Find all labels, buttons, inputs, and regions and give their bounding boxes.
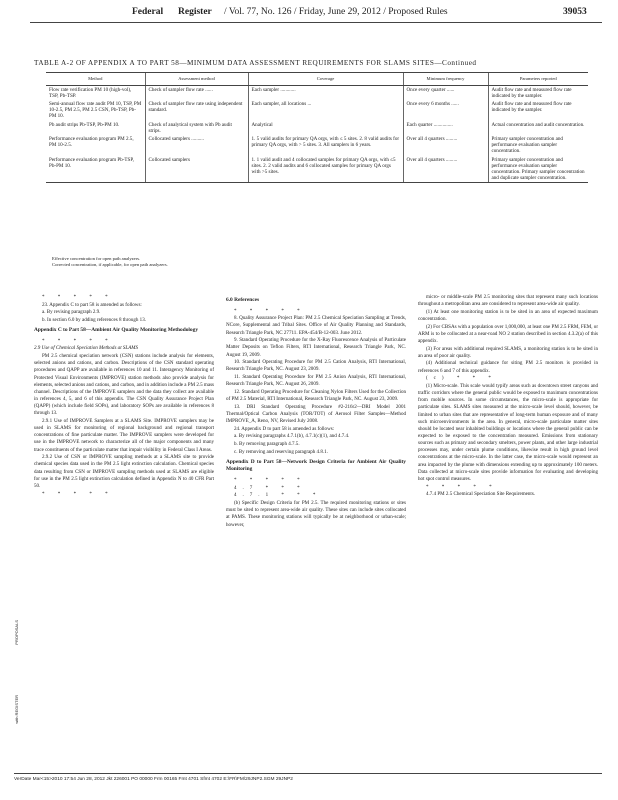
table-cell: Primary sampler concentration and performance evaluation sampler concentration. Primary sampler concentration and duplicate sampler concentration. (488, 156, 588, 183)
table-cell: Check of sampler flow rate ...... (145, 85, 248, 100)
paragraph: (c) * * * (426, 375, 497, 382)
table-cell: Audit flow rate and measured flow rate indicated by the sampler. (488, 100, 588, 121)
paragraph: (3) For areas with additional required SLAMS, a monitoring station is to be sited in an area of poor air quality. (418, 345, 598, 359)
side-label-proposals: PROPOSALS (14, 620, 19, 645)
table-cell: Once every 6 months ...... (403, 100, 488, 121)
header-issue: / Vol. 77, No. 126 / Friday, June 29, 2012 / Proposed Rules (224, 7, 448, 17)
paragraph: * * * * * (42, 337, 114, 344)
text-column-right (418, 294, 598, 499)
paragraph: 2.9.2 Use of CSN or IMPROVE sampling methods at a SLAMS site to provide chemical species data used in the PM 2.5 light extinction calculation. Chemical species data resulting from CSN or IMPROVE sampling methods used at SLAMS are eligible for use in the PM 2.5 light extinction calculation defined in Appendix N to 40 CFR Part 50. (34, 454, 214, 489)
table-cell: Actual concentration and audit concentration. (488, 121, 588, 135)
paragraph: (4) Additional technical guidance for siting PM 2.5 monitors is provided in references 6 and 7 of this appendix. (418, 360, 598, 374)
paragraph: 13. DRI Standard Operating Procedure #2-216r2—DRI Model 2001 Thermal/Optical Carbon Analysis (TOR/TOT) of Aerosol Filter Samples—Method IMPROVE_A, Reno, NV, Revised July 2008. (226, 403, 406, 425)
table-cell: Each sampler ............ (248, 85, 403, 100)
table-row (46, 85, 588, 100)
text-column-middle (226, 294, 406, 529)
table-cell: Performance evaluation program PM 2.5, PM 10-2.5. (49, 136, 134, 149)
footer-verdate: VerDate Mar<15>2010 17:54 Jun 28, 2012 Jkt 226001 PO 00000 Frm 00165 Fmt 4701 Sfmt 4702 E:\FR\FM\29JNP2.SGM 29JNP2 (14, 777, 293, 782)
column-header: Parameters reported (488, 73, 588, 86)
paragraph: (1) At least one monitoring station is to be sited in an area of expected maximum concentration. (418, 308, 598, 322)
table-cell: 1. 5 valid audits for primary QA orgs, with ≤ 5 sites. 2. 8 valid audits for primary QA orgs, with > 5 sites. 3. All samplers in 6 years. (248, 135, 403, 156)
table-header-row (46, 73, 588, 86)
header-register: Register (178, 7, 212, 17)
column-header: Method (46, 73, 145, 86)
paragraph: PM 2.5 chemical speciation network (CSN) stations include analysis for elements, selected anions and cations, and carbon. Descriptions of the CSN standard operating procedures and QAPP are available in references 10 and 11. Interagency Monitoring of Protected Visual Environments (IMPROVE) station methods also provide analysis for elements, selected anions and cations, and carbon, and in addition include a PM 2.5 mass channel. Descriptions of the IMPROVE samplers and the data they collect are available in references 4, 5, and 6 of this appendix. The CSN Quality Assurance Project Plan (QAPP) (which include field SOPs), and laboratory SOPs are available in references 8 through 13. (34, 353, 214, 417)
table-title: TABLE A-2 OF APPENDIX A TO PART 58—MINIMUM DATA ASSESSMENT REQUIREMENTS FOR SLAMS SITES—Continued (34, 59, 477, 67)
paragraph: b. In section 6.0 by adding references 8 through 13. (42, 316, 146, 323)
paragraph: 8. Quality Assurance Project Plan: PM 2.5 Chemical Speciation Sampling at Trends, NCore, Supplemental and Tribal Sites. Office of Air Quality Planning and Standards, Research Triangle Park, NC 27711. EPA-454/B-12-003. June 2012. (226, 315, 406, 336)
side-label-register: with REGISTER (14, 695, 19, 724)
paragraph: b. By removing paragraph 4.7.5. (234, 440, 300, 447)
table-cell: 1. 1 valid audit and 4 collocated samples for primary QA orgs, with ≤5 sites. 2. 2 valid audits and 6 collocated samples for primary QA orgs with >5 sites. (248, 156, 403, 183)
paragraph: (b) Specific Design Criteria for PM 2.5. The required monitoring stations or sites must be sited to represent area-wide air quality. These sites can include sites collocated at PAMS. These monitoring stations will typically be at neighborhood or urban-scale; however, (226, 500, 406, 528)
paragraph: 2.9.1 Use of IMPROVE Samplers at a SLAMS Site. IMPROVE samplers may be used in SLAMS for monitoring of regional background and regional transport concentrations of fine particulate matter. The IMPROVE samplers were developed for use in the IMPROVE network to characterize all of the major components and many trace constituents of the particulate matter that impair visibility in Federal Class I Areas. (34, 418, 214, 453)
table-cell: Once every quarter ...... (403, 85, 488, 100)
table-cell: Each quarter ............... (403, 121, 488, 135)
paragraph: 4.7.4 PM 2.5 Chemical Speciation Site Requirements. (426, 491, 536, 498)
table-row (46, 121, 588, 135)
paragraph: 24. Appendix D to part 58 is amended as follows: (234, 425, 335, 432)
table-cell: Each sampler, all locations ... (248, 100, 403, 121)
table-body (46, 85, 588, 183)
table-cell: Pb audit strips Pb-TSP, Pb-PM 10. (49, 121, 120, 128)
paragraph: * * * * * (234, 307, 306, 314)
paragraph: c. By removing and reserving paragraph 4.8.1. (234, 448, 328, 455)
paragraph: * * * * * (426, 483, 498, 490)
text-column-left (34, 294, 214, 498)
paragraph: 10. Standard Operating Procedure for PM 2.5 Cation Analysis, RTI International, Research Triangle Park, NC. August 23, 2009. (226, 359, 406, 373)
table-cell: Analytical (248, 121, 403, 135)
table-cell: Over all 4 quarters ......... (403, 156, 488, 183)
footnote: Corrected concentration, if applicable, for open path analyzers. (52, 261, 168, 267)
paragraph: 11. Standard Operating Procedure for PM 2.5 Anion Analysis, RTI International, Research Triangle Park, NC. August 26, 2009. (226, 374, 406, 388)
header-federal: Federal (132, 7, 164, 17)
paragraph: * * * * * (42, 294, 114, 300)
table-cell: Over all 4 quarters ......... (403, 135, 488, 156)
paragraph: Appendix D to Part 58—Network Design Criteria for Ambient Air Quality Monitoring (226, 458, 406, 473)
table-cell: Collocated samplers .......... (145, 135, 248, 156)
data-table (46, 72, 588, 183)
paragraph: Appendix C to Part 58—Ambient Air Quality Monitoring Methodology (34, 327, 199, 334)
paragraph: 4.7 * * * (234, 484, 306, 491)
paragraph: a. By revising paragraph 2.9. (42, 309, 101, 316)
table-row (46, 156, 588, 183)
column-header: Coverage (248, 73, 403, 86)
paragraph: 4.7.1 * * * (234, 492, 322, 499)
table-cell: Primary sampler concentration and performance evaluation sampler concentration. (488, 135, 588, 156)
table-cell: Collocated samplers (145, 156, 248, 183)
paragraph: micro- or middle-scale PM 2.5 monitoring sites that represent many such locations throughout a metropolitan area are considered to represent area-wide air quality. (418, 294, 598, 308)
table-cell: Semi-annual flow rate audit PM 10, TSP, PM 10-2.5, PM 2.5, PM 2.5 CSN, Pb-TSP, Pb-PM 10. (49, 101, 142, 120)
page-number: 39053 (563, 7, 587, 17)
table-footnotes (52, 256, 168, 267)
column-header: Assessment method (145, 73, 248, 86)
table-cell: Check of analytical system with Pb audit strips. (145, 121, 248, 135)
paragraph: * * * * * (42, 490, 114, 497)
paragraph: 9. Standard Operating Procedure for the X-Ray Fluorescence Analysis of Particulate Matter Deposits on Teflon Filters, RTI International, Research Triangle Park, NC. August 19, 2009. (226, 337, 406, 358)
table-row (46, 135, 588, 156)
paragraph: a. By revising paragraphs 4.7.1(b), 4.7.1(c)(1), and 4.7.4. (234, 433, 350, 440)
paragraph: * * * * * (234, 477, 306, 484)
table-cell: Performance evaluation program Pb-TSP, Pb-PM 10. (46, 156, 145, 183)
paragraph: 12. Standard Operating Procedure for Cleaning Nylon Filters Used for the Collection of PM 2.5 Material, RTI International, Research Triangle Park, NC. August 23, 2009. (226, 388, 406, 403)
table-row (46, 100, 588, 121)
table-cell: Audit flow rate and measured flow rate indicated by the sampler. (488, 85, 588, 100)
paragraph: 2.9 Use of Chemical Speciation Methods at SLAMS (34, 345, 139, 352)
paragraph: (1) Micro-scale. This scale would typify areas such as downtown street canyons and traffic corridors where the general public would be exposed to maximum concentrations from mobile sources. In some circumstances, the micro-scale is appropriate for particulate sites. SLAMS sites measured at the micro-scale level should, however, be limited to urban sites that are representative of long-term human exposure and of many such microenvironments in the area. In general, micro-scale particulate matter sites should be located near inhabited buildings or locations where the general public can be expected to be exposed to the concentration measured. Emissions from stationary sources such as primary and secondary smelters, power plants, and other large industrial processes may, under certain plume conditions, likewise result in high ground level concentrations at the micro-scale. In the latter case, the micro-scale would represent an area impacted by the plume with dimensions extending up to approximately 100 meters. Data collected at micro-scale sites provide information for evaluating and developing hot spot control measures. (418, 382, 598, 482)
footnote: Effective concentration for open path analyzers. (52, 256, 141, 261)
column-header: Minimum frequency (403, 73, 488, 86)
table-cell: Flow rate verification PM 10 (high-vol), TSP, Pb-TSP. (49, 86, 132, 99)
paragraph: (2) For CBSAs with a population over 1,000,000, at least one PM 2.5 FRM, FEM, or ARM is to be collocated at a near-road NO 2 station described in section 4.3.2(a) of this appendix. (418, 323, 598, 344)
paragraph: 6.0 References (226, 297, 260, 303)
table-cell: Check of sampler flow rate using independent standard. (145, 100, 248, 121)
paragraph: 23. Appendix C to part 58 is amended as follows: (42, 301, 142, 308)
